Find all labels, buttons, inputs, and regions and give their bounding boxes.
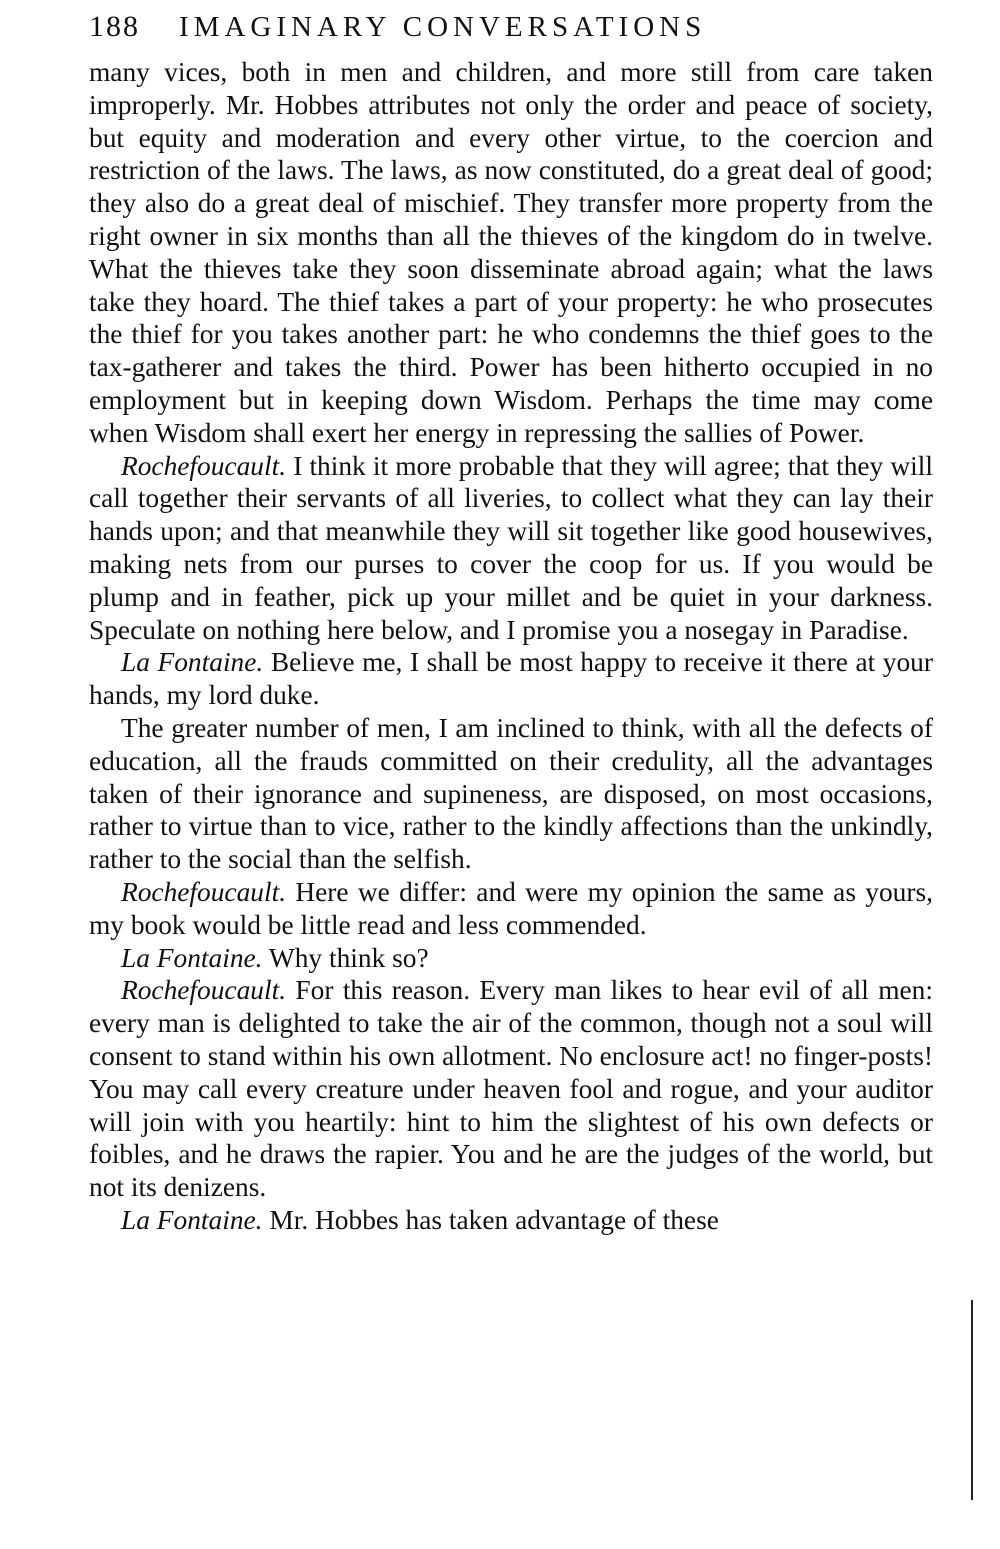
page-header [89,10,933,56]
speaker-name: Rochefoucault. [121,975,287,1006]
paragraph [89,974,933,1204]
paragraph-text: many vices, both in men and children, and more still from care taken improperly. Mr. Hobbes attributes not only the order and peace of society, but equity and moderation and every other virtue, to the coercion and restriction of the laws. The laws, as now constituted, do a great deal of good; they also do a great deal of mischief. They transfer more property from the right owner in six months than all the thieves of the kingdom do in twelve. What the thieves take they soon disseminate abroad again; what the laws take they hoard. The thief takes a part of your property: he who prosecutes the thief for you takes another part: he who condemns the thief goes to the tax-gatherer and takes the third. Power has been hitherto occupied in no employment but in keeping down Wisdom. Perhaps the time may come when Wisdom shall exert her energy in repressing the sallies of Power. [89,57,933,448]
paragraph-text: Believe me, I shall be most happy to receive it there at your hands, my lord duke. [89,647,933,711]
speaker-name: Rochefoucault. [121,450,287,481]
paragraph-text: Why think so? [262,942,429,973]
body-text [89,56,933,1237]
speaker-name: La Fontaine. [121,942,263,973]
paragraph [89,876,933,942]
speaker-name: Rochefoucault. [121,876,287,907]
paragraph-text: The greater number of men, I am inclined to think, with all the defects of education, all the frauds committed on their credulity, all the advantages taken of their ignorance and supineness, are disposed, on most occasions, rather to virtue than to vice, rather to the kindly affections than the unkindly, rather to the social than the selfish. [89,712,933,875]
running-title: IMAGINARY CONVERSATIONS [179,11,707,43]
paragraph [89,646,933,712]
page-number: 188 [89,10,140,43]
paragraph-text: Here we differ: and were my opinion the same as yours, my book would be little read and less commended. [89,876,933,940]
speaker-name: La Fontaine. [121,1204,263,1235]
paragraph [89,56,933,450]
paragraph [89,1204,933,1237]
paragraph [89,942,933,975]
paragraph [89,450,933,647]
speaker-name: La Fontaine. [121,647,264,678]
paragraph-text: Mr. Hobbes has taken advantage of these [262,1204,719,1235]
book-page [89,10,933,1237]
paragraph [89,712,933,876]
paragraph-text: I think it more probable that they will agree; that they will call together their servants of all liveries, to collect what they can lay their hands upon; and that meanwhile they will sit together like good housewives, making nets from our purses to cover the coop for us. If you would be plump and in feather, pick up your millet and be quiet in your darkness. Speculate on nothing here below, and I promise you a nosegay in Paradise. [89,450,933,645]
page-edge-line [971,1300,973,1500]
paragraph-text: For this reason. Every man likes to hear evil of all men: every man is delighted to take the air of the common, though not a soul will consent to stand within his own allotment. No enclosure act! no finger-posts! You may call every creature under heaven fool and rogue, and your auditor will join with you heartily: hint to him the slightest of his own defects or foibles, and he draws the rapier. You and he are the judges of the world, but not its denizens. [89,975,933,1203]
